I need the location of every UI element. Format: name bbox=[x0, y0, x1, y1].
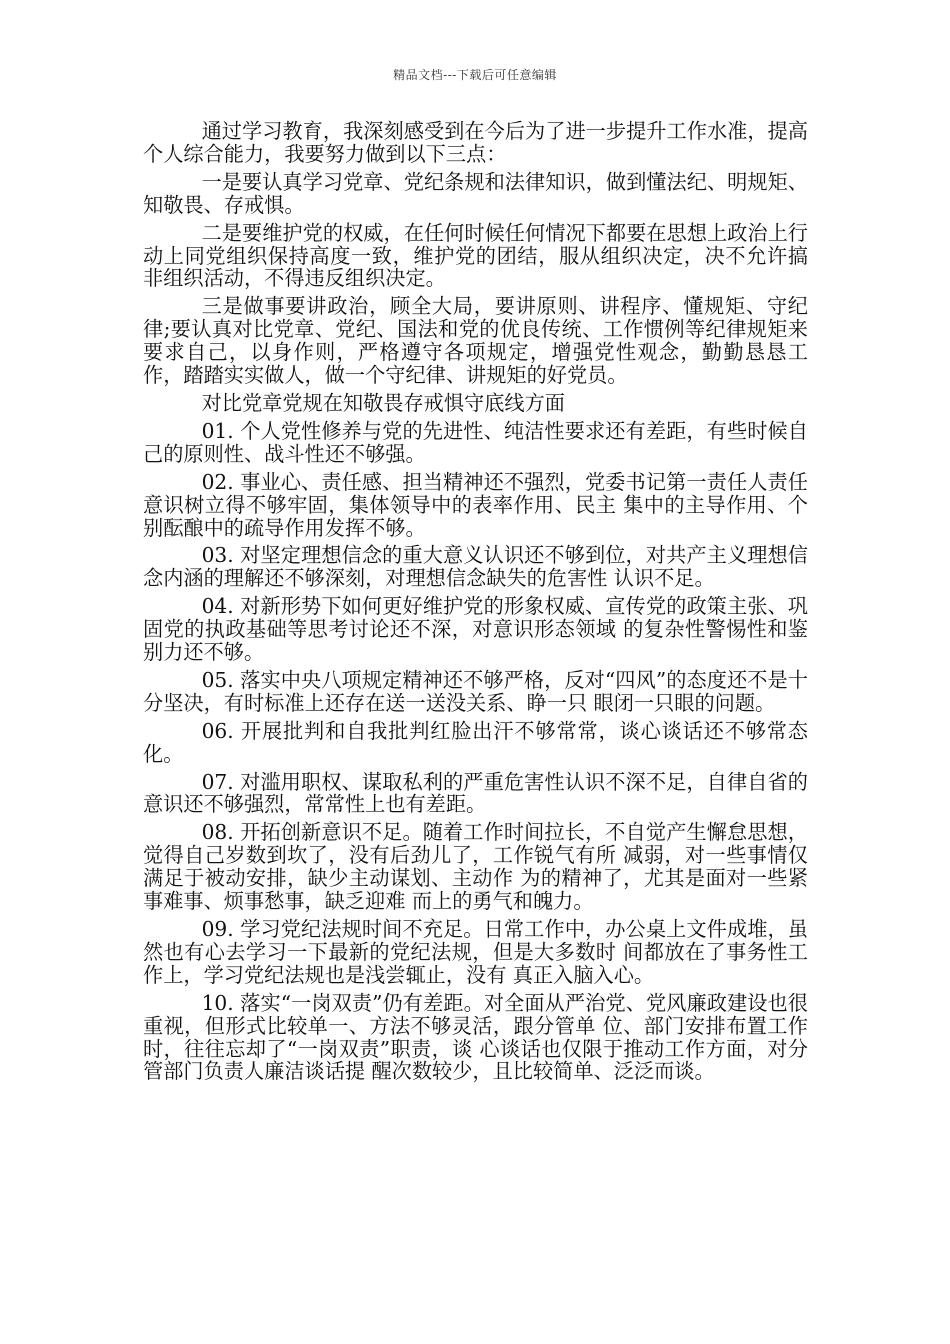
list-item-02: 02. 事业心、责任感、担当精神还不强烈，党委书记第一责任人责任意识树立得不够牢固，集体领导中的表率作用、民主 集中的主导作用、个别酝酿中的疏导作用发挥不够。 bbox=[143, 469, 808, 540]
list-item-10: 10. 落实“一岗双责”仍有差距。对全面从严治党、党风廉政建设也很重视，但形式比较单一、方法不够灵活，跟分管单 位、部门安排布置工作时，往往忘却了“一岗双责”职责，谈 心谈话也仅限于推动工作方面，对分管部门负责人廉洁谈话提 醒次数较少，且比较简单、泛泛而谈。 bbox=[143, 990, 808, 1084]
paragraph-point-1: 一是要认真学习党章、党纪条规和法律知识，做到懂法纪、明规矩、知敬畏、存戒惧。 bbox=[143, 169, 808, 217]
list-item-03: 03. 对坚定理想信念的重大意义认识还不够到位，对共产主义理想信念内涵的理解还不够深刻，对理想信念缺失的危害性 认识不足。 bbox=[143, 543, 808, 591]
page-header: 精品文档---下载后可任意编辑 bbox=[393, 68, 557, 82]
list-item-01: 01. 个人党性修养与党的先进性、纯洁性要求还有差距，有些时候自己的原则性、战斗性还不够强。 bbox=[143, 418, 808, 466]
paragraph-point-3: 三是做事要讲政治，顾全大局，要讲原则、讲程序、懂规矩、守纪律;要认真对比党章、党纪、国法和党的优良传统、工作惯例等纪律规矩来要求自己，以身作则，严格遵守各项规定，增强党性观念，勤勤恳恳工作，踏踏实实做人，做一个守纪律、讲规矩的好党员。 bbox=[143, 294, 808, 388]
list-item-05: 05. 落实中央八项规定精神还不够严格，反对“四风”的态度还不是十分坚决，有时标准上还存在送一送没关系、睁一只 眼闭一只眼的问题。 bbox=[143, 667, 808, 715]
list-item-07: 07. 对滥用职权、谋取私利的严重危害性认识不深不足，自律自省的意识还不够强烈，常常性上也有差距。 bbox=[143, 769, 808, 817]
paragraph-point-2: 二是要维护党的权威，在任何时候任何情况下都要在思想上政治上行动上同党组织保持高度一致，维护党的团结，服从组织决定，决不允许搞非组织活动，不得违反组织决定。 bbox=[143, 220, 808, 291]
document-body bbox=[143, 120, 808, 1088]
section-heading: 对比党章党规在知敬畏存戒惧守底线方面 bbox=[201, 390, 565, 415]
list-item-06: 06. 开展批判和自我批判红脸出汗不够常常，谈心谈话还不够常态化。 bbox=[143, 718, 808, 766]
list-item-08: 08. 开拓创新意识不足。随着工作时间拉长，不自觉产生懈怠思想，觉得自己岁数到坎了，没有后劲儿了，工作锐气有所 减弱，对一些事情仅满足于被动安排，缺少主动谋划、主动作 为的精神了，尤其是面对一些紧事难事、烦事愁事，缺乏迎难 而上的勇气和魄力。 bbox=[143, 820, 808, 914]
list-item-09: 09. 学习党纪法规时间不充足。日常工作中，办公桌上文件成堆，虽然也有心去学习一下最新的党纪法规，但是大多数时 间都放在了事务性工作上，学习党纪法规也是浅尝辄止，没有 真正入脑入心。 bbox=[143, 917, 808, 987]
list-item-04: 04. 对新形势下如何更好维护党的形象权威、宣传党的政策主张、巩固党的执政基础等思考讨论还不深，对意识形态领域 的复杂性警惕性和鉴别力还不够。 bbox=[143, 594, 808, 665]
paragraph-intro: 通过学习教育，我深刻感受到在今后为了进一步提升工作水准，提高个人综合能力，我要努力做到以下三点： bbox=[143, 119, 808, 166]
